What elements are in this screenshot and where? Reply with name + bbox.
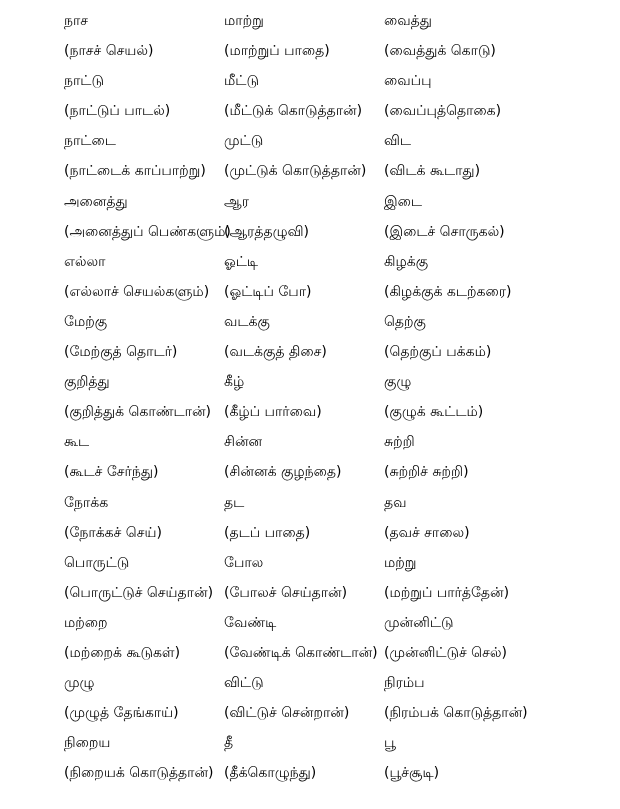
word-text: முன்னிட்டு (384, 615, 454, 631)
word-text: வைத்து (384, 13, 432, 29)
word-text: விட்டு (224, 675, 264, 691)
word-text: எல்லா (64, 254, 106, 270)
example-phrase: (வேண்டிக் கொண்டான்) (224, 645, 378, 661)
word-text: கிழக்கு (384, 254, 429, 270)
word-text: கூட (64, 434, 90, 450)
example-phrase: (முட்டுக் கொடுத்தான்) (224, 163, 367, 179)
word-entry (384, 72, 501, 120)
example-phrase: (தவச் சாலை) (384, 525, 470, 541)
example-phrase: (எல்லாச் செயல்களும்) (64, 284, 210, 300)
word-entry (64, 12, 153, 60)
word-entry (384, 433, 469, 481)
word-text: நோக்க (64, 495, 109, 511)
word-text: நிரம்ப (384, 675, 425, 691)
example-phrase: (நாசச் செயல்) (64, 43, 154, 59)
word-text: சுற்றி (384, 434, 415, 450)
word-entry (224, 313, 327, 361)
example-phrase: (நிறையக் கொடுத்தான்) (64, 765, 214, 781)
example-phrase: (மற்றைக் கூடுகள்) (64, 645, 181, 661)
word-text: பொருட்டு (64, 555, 130, 571)
word-text: அனைத்து (64, 194, 128, 210)
word-text: ஓட்டி (224, 254, 259, 270)
word-text: போல (224, 555, 264, 571)
example-phrase: (வைப்புத்தொகை) (384, 103, 502, 119)
word-entry (224, 734, 316, 782)
example-phrase: (பூச்சூடி) (384, 765, 440, 781)
example-phrase: (போலச் செய்தான்) (224, 585, 348, 601)
word-text: சின்ன (224, 434, 263, 450)
example-phrase: (பொருட்டுச் செய்தான்) (64, 585, 214, 601)
example-phrase: (விடக் கூடாது) (384, 163, 481, 179)
word-text: தட (224, 495, 245, 511)
example-phrase: (நோக்கச் செய்) (64, 525, 162, 541)
word-entry (224, 253, 312, 301)
word-text: தெற்கு (384, 314, 426, 330)
word-text: பூ (384, 735, 396, 751)
word-text: ஆர (224, 194, 249, 210)
word-text: வடக்கு (224, 314, 270, 330)
word-entry (224, 373, 322, 421)
example-phrase: (ஆரத்தழுவி) (224, 224, 309, 240)
word-text: முட்டு (224, 133, 264, 149)
word-entry (384, 12, 496, 60)
word-entry (224, 12, 330, 60)
word-entry (384, 373, 483, 421)
word-entry (224, 433, 341, 481)
word-entry (64, 614, 180, 662)
example-phrase: (மீட்டுக் கொடுத்தான்) (224, 103, 363, 119)
word-entry (224, 72, 362, 120)
example-phrase: (சுற்றிச் சுற்றி) (384, 464, 469, 480)
word-entry (64, 674, 179, 722)
word-entry (224, 554, 347, 602)
word-text: மற்றை (64, 615, 108, 631)
word-text: குழு (384, 374, 412, 390)
word-entry (64, 72, 170, 120)
example-phrase: (கூடச் சேர்ந்து) (64, 464, 159, 480)
word-text: தீ (224, 735, 234, 751)
example-phrase: (இடைச் சொருகல்) (384, 224, 505, 240)
word-entry (64, 554, 213, 602)
word-entry (224, 193, 309, 241)
word-entry (384, 193, 505, 241)
word-entry (64, 433, 158, 481)
word-entry (384, 734, 439, 782)
word-entry (224, 132, 366, 180)
word-entry (64, 734, 214, 782)
word-entry (64, 373, 211, 421)
word-text: நாச (64, 13, 89, 29)
word-text: நாட்டு (64, 73, 104, 89)
word-entry (64, 313, 177, 361)
word-entry (384, 494, 470, 542)
word-text: தவ (384, 495, 407, 511)
word-entry (384, 554, 509, 602)
example-phrase: (நிரம்பக் கொடுத்தான்) (384, 705, 528, 721)
word-entry (224, 614, 378, 662)
word-entry (64, 193, 231, 241)
word-text: கீழ் (224, 374, 245, 390)
word-text: இடை (384, 194, 423, 210)
word-text: மீட்டு (224, 73, 259, 89)
example-phrase: (ஓட்டிப் போ) (224, 284, 312, 300)
example-phrase: (வடக்குத் திசை) (224, 344, 327, 360)
word-text: வைப்பு (384, 73, 432, 89)
example-phrase: (மற்றுப் பார்த்தேன்) (384, 585, 510, 601)
example-phrase: (தடப் பாதை) (224, 525, 311, 541)
example-phrase: (சின்னக் குழந்தை) (224, 464, 342, 480)
word-text: வேண்டி (224, 615, 277, 631)
word-text: மாற்று (224, 13, 264, 29)
word-entry (64, 132, 206, 180)
word-entry (224, 494, 310, 542)
example-phrase: (முன்னிட்டுச் செல்) (384, 645, 507, 661)
example-phrase: (குழுக் கூட்டம்) (384, 404, 484, 420)
example-phrase: (முழுத் தேங்காய்) (64, 705, 179, 721)
word-text: குறித்து (64, 374, 110, 390)
example-phrase: (நாட்டைக் காப்பாற்று) (64, 163, 206, 179)
word-entry (384, 132, 480, 180)
example-phrase: (மாற்றுப் பாதை) (224, 43, 330, 59)
example-phrase: (குறித்துக் கொண்டான்) (64, 404, 212, 420)
example-phrase: (தெற்குப் பக்கம்) (384, 344, 492, 360)
word-text: நிறைய (64, 735, 111, 751)
example-phrase: (விட்டுச் சென்றான்) (224, 705, 350, 721)
example-phrase: (கிழக்குக் கடற்கரை) (384, 284, 512, 300)
word-text: விட (384, 133, 412, 149)
word-entry (384, 674, 528, 722)
example-phrase: (நாட்டுப் பாடல்) (64, 103, 171, 119)
word-entry (384, 614, 507, 662)
example-phrase: (தீக்கொழுந்து) (224, 765, 317, 781)
word-text: மேற்கு (64, 314, 108, 330)
word-entry (384, 313, 491, 361)
word-entry (64, 494, 162, 542)
word-entry (64, 253, 209, 301)
word-entry (384, 253, 511, 301)
example-phrase: (மேற்குத் தொடர்) (64, 344, 178, 360)
example-phrase: (வைத்துக் கொடு) (384, 43, 496, 59)
example-phrase: (அனைத்துப் பெண்களும்) (64, 224, 231, 240)
word-text: முழு (64, 675, 95, 691)
word-text: நாட்டை (64, 133, 116, 149)
word-text: மற்று (384, 555, 417, 571)
word-entry (224, 674, 349, 722)
example-phrase: (கீழ்ப் பார்வை) (224, 404, 322, 420)
